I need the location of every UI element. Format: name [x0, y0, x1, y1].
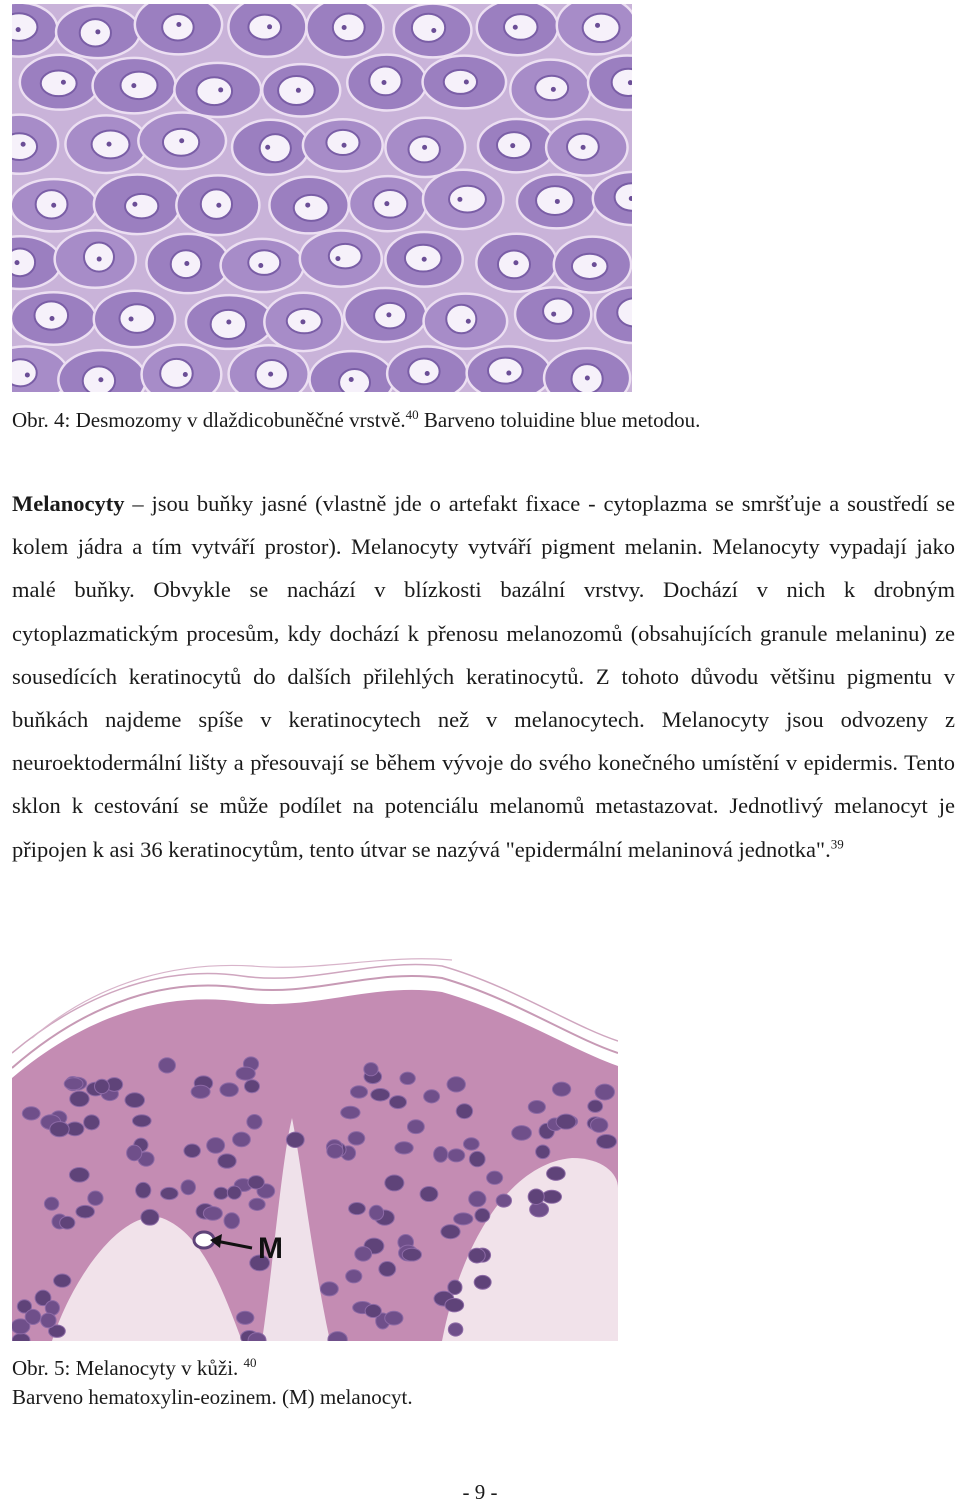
nucleolus — [513, 25, 518, 30]
cell-nucleus — [12, 133, 37, 160]
cell-nucleus — [201, 189, 232, 219]
nucleolus — [132, 202, 137, 207]
keratinocyte-nucleus — [227, 1186, 241, 1199]
nucleolus — [425, 371, 430, 376]
figure-4-caption — [12, 407, 700, 433]
keratinocyte-nucleus — [203, 1207, 222, 1221]
nucleolus — [386, 312, 391, 317]
nucleolus — [382, 80, 387, 85]
cell-nucleus — [504, 14, 538, 40]
keratinocyte-nucleus — [181, 1180, 196, 1195]
keratinocyte-nucleus — [369, 1205, 383, 1220]
keratinocyte-nucleus — [456, 1104, 472, 1119]
nucleolus — [226, 319, 231, 324]
keratinocyte-nucleus — [420, 1186, 438, 1201]
keratinocyte-nucleus — [214, 1187, 228, 1199]
keratinocyte-nucleus — [84, 1115, 100, 1130]
keratinocyte-nucleus — [547, 1167, 566, 1181]
keratinocyte-nucleus — [448, 1323, 462, 1336]
keratinocyte-nucleus — [220, 1083, 238, 1097]
figure-5-caption-text: Obr. 5: Melanocyty v kůži. — [12, 1356, 244, 1380]
keratinocyte-nucleus — [218, 1154, 236, 1168]
keratinocyte-nucleus — [588, 1100, 603, 1112]
keratinocyte-nucleus — [364, 1063, 378, 1076]
nucleolus — [267, 24, 272, 29]
figure-4-caption-text: Obr. 4: Desmozomy v dlaždicobuněčné vrstvě. — [12, 408, 406, 432]
nucleolus — [15, 260, 20, 265]
keratinocyte-nucleus — [236, 1311, 253, 1324]
keratinocyte-nucleus — [248, 1176, 264, 1189]
keratinocyte-nucleus — [95, 1079, 110, 1093]
cell-nucleus — [583, 14, 620, 42]
keratinocyte-nucleus — [528, 1189, 544, 1204]
cell-nucleus — [543, 298, 573, 323]
cell-nucleus — [408, 359, 439, 385]
cell-nucleus — [488, 358, 523, 384]
keratinocyte-nucleus — [400, 1072, 415, 1084]
keratinocyte-nucleus — [496, 1194, 511, 1207]
nucleolus — [131, 83, 136, 88]
nucleolus — [551, 87, 556, 92]
nucleolus — [16, 27, 21, 32]
nucleolus — [592, 262, 597, 267]
keratinocyte-nucleus — [355, 1247, 372, 1261]
keratinocyte-nucleus — [125, 1093, 145, 1108]
keratinocyte-nucleus — [402, 1248, 421, 1261]
keratinocyte-nucleus — [469, 1151, 485, 1166]
keratinocyte-nucleus — [244, 1080, 259, 1093]
keratinocyte-nucleus — [327, 1144, 343, 1158]
cell-nucleus — [160, 359, 193, 388]
keratinocyte-nucleus — [44, 1197, 58, 1210]
keratinocyte-nucleus — [528, 1100, 545, 1113]
nucleolus — [51, 203, 56, 208]
keratinocyte-nucleus — [64, 1078, 83, 1090]
keratinocyte-nucleus — [191, 1085, 210, 1098]
nucleolus — [21, 142, 26, 147]
cell-nucleus — [12, 13, 37, 41]
keratinocyte-nucleus — [542, 1190, 561, 1203]
figure-5-citation: 40 — [243, 1355, 257, 1370]
keratinocyte-nucleus — [286, 1132, 304, 1147]
nucleolus — [176, 22, 181, 27]
keratinocyte-nucleus — [512, 1126, 532, 1141]
keratinocyte-nucleus — [556, 1114, 576, 1129]
nucleolus — [107, 142, 112, 147]
keratinocyte-nucleus — [447, 1077, 465, 1092]
nucleolus — [98, 377, 103, 382]
keratinocyte-nucleus — [184, 1144, 201, 1158]
nucleolus — [335, 256, 340, 261]
nucleolus — [581, 145, 586, 150]
keratinocyte-nucleus — [552, 1082, 570, 1096]
cell-nucleus — [536, 186, 574, 215]
paragraph-body: – jsou buňky jasné (vlastně jde o artefakt fixace - cytoplazma se smršťuje a soustředí se kolem jádra a tím vytváří prostor). Melanocyty vytváří pigment melanin. Melanocyty vypadají jako malé buňky. Obvykle se nachází v blízkosti bazální vrstvy. Dochází v nich k drobným cytoplazmatickým procesům, kdy dochází k přenosu melanozomů (obsahujících granule melaninu) ze sousedících keratinocytů do dalších přilehlých keratinocytů. Z tohoto důvodu většinu pigmentu v buňkách najdeme spíše v keratinocytech než v melanocytech. Melanocyty jsou odvozeny z neuroektodermální lišty a přesouvají se během vývoje do svého konečného umístění v epidermis. Tento sklon k cestování se může podílet na potenciálu melanomů metastazovat. Jednotlivý melanocyt je připojen k asi 36 keratinocytům, tento útvar se nazývá "epidermální melaninová jednotka". — [12, 491, 955, 862]
keratinocyte-nucleus — [60, 1216, 75, 1229]
keratinocyte-nucleus — [207, 1138, 225, 1154]
page-number: - 9 - — [462, 1480, 498, 1504]
nucleolus — [342, 25, 347, 30]
melanocyty-paragraph — [12, 482, 955, 871]
cell-nucleus — [412, 14, 445, 42]
keratinocyte-nucleus — [395, 1142, 413, 1154]
keratinocyte-nucleus — [249, 1198, 265, 1210]
keratinocyte-nucleus — [141, 1209, 159, 1225]
melanocyte-label: M — [258, 1232, 283, 1265]
nucleolus — [61, 80, 66, 85]
keratinocyte-nucleus — [591, 1118, 608, 1132]
nucleolus — [422, 257, 427, 262]
nucleolus — [268, 372, 273, 377]
nucleolus — [300, 319, 305, 324]
keratinocyte-nucleus — [407, 1120, 424, 1134]
cell-nucleus — [444, 70, 477, 94]
cell-nucleus — [260, 134, 291, 162]
keratinocyte-nucleus — [70, 1091, 89, 1107]
nucleolus — [464, 80, 469, 85]
keratinocyte-nucleus — [320, 1282, 338, 1296]
cell-nucleus — [333, 14, 365, 42]
keratinocyte-nucleus — [233, 1132, 251, 1147]
keratinocyte-nucleus — [132, 1115, 151, 1127]
cell-nucleus — [572, 254, 608, 279]
paragraph-citation: 39 — [830, 836, 844, 852]
keratinocyte-nucleus — [536, 1145, 550, 1159]
keratinocyte-nucleus — [136, 1182, 151, 1198]
keratinocyte-nucleus — [76, 1205, 95, 1218]
nucleolus — [25, 373, 30, 378]
nucleolus — [183, 372, 188, 377]
figure-melanocytes-image — [12, 958, 618, 1341]
keratinocyte-nucleus — [454, 1213, 473, 1225]
nucleolus — [95, 29, 100, 34]
keratinocyte-nucleus — [365, 1304, 381, 1317]
cell-nucleus — [326, 130, 359, 155]
cell-nucleus — [34, 301, 68, 329]
keratinocyte-nucleus — [346, 1270, 362, 1283]
keratinocyte-nucleus — [236, 1067, 255, 1080]
figure-4-citation: 40 — [405, 407, 419, 422]
keratinocyte-nucleus — [389, 1096, 406, 1109]
keratinocyte-nucleus — [385, 1175, 404, 1191]
figure-5-caption-line-1 — [12, 1355, 257, 1381]
keratinocyte-nucleus — [349, 1203, 366, 1215]
keratinocyte-nucleus — [54, 1274, 71, 1287]
nucleolus — [595, 23, 600, 28]
keratinocyte-nucleus — [445, 1298, 464, 1311]
paragraph-term: Melanocyty — [12, 491, 125, 516]
keratinocyte-nucleus — [41, 1313, 56, 1328]
keratinocyte-nucleus — [247, 1114, 262, 1129]
keratinocyte-nucleus — [88, 1191, 103, 1205]
nucleolus — [184, 261, 189, 266]
cell-nucleus — [446, 305, 476, 333]
keratinocyte-nucleus — [159, 1058, 176, 1073]
nucleolus — [265, 145, 270, 150]
nucleolus — [129, 316, 134, 321]
micrograph-he — [12, 958, 618, 1341]
cell-nucleus — [373, 190, 407, 218]
keratinocyte-nucleus — [50, 1122, 69, 1137]
cell-nucleus — [339, 369, 370, 392]
figure-4-caption-staining: Barveno toluidine blue metodou. — [418, 408, 701, 432]
nucleolus — [506, 371, 511, 376]
nucleolus — [457, 197, 462, 202]
keratinocyte-nucleus — [597, 1134, 617, 1148]
cell-nucleus — [121, 72, 158, 100]
cell-nucleus — [197, 77, 233, 105]
cell-nucleus — [80, 19, 111, 46]
keratinocyte-nucleus — [441, 1225, 460, 1239]
keratinocyte-nucleus — [69, 1167, 89, 1182]
nucleolus — [466, 319, 471, 324]
nucleolus — [349, 377, 354, 382]
keratinocyte-nucleus — [379, 1262, 396, 1277]
nucleolus — [342, 143, 347, 148]
figure-5-caption-line-2: Barveno hematoxylin-eozinem. (M) melanocyt. — [12, 1385, 413, 1409]
cell-nucleus — [248, 250, 280, 275]
keratinocyte-nucleus — [595, 1084, 614, 1100]
figure-desmosomes-image — [12, 4, 632, 392]
cell-nucleus — [498, 251, 530, 279]
nucleolus — [179, 138, 184, 143]
cell-nucleus — [294, 195, 329, 221]
micrograph-toluidine — [12, 4, 632, 392]
nucleolus — [513, 260, 518, 265]
keratinocyte-nucleus — [127, 1145, 142, 1161]
cell-nucleus — [329, 244, 362, 268]
nucleolus — [97, 257, 102, 262]
keratinocyte-nucleus — [434, 1146, 448, 1162]
nucleolus — [384, 201, 389, 206]
nucleolus — [510, 143, 515, 148]
keratinocyte-nucleus — [424, 1090, 440, 1103]
keratinocyte-nucleus — [25, 1309, 41, 1324]
keratinocyte-nucleus — [475, 1208, 490, 1222]
keratinocyte-nucleus — [385, 1311, 403, 1325]
keratinocyte-nucleus — [371, 1088, 390, 1101]
nucleolus — [422, 145, 427, 150]
keratinocyte-nucleus — [160, 1187, 178, 1199]
keratinocyte-nucleus — [463, 1138, 479, 1150]
keratinocyte-nucleus — [341, 1106, 360, 1119]
nucleolus — [305, 203, 310, 208]
cell-nucleus — [449, 186, 486, 213]
nucleolus — [431, 28, 436, 33]
nucleolus — [258, 263, 263, 268]
cell-nucleus — [248, 15, 281, 40]
keratinocyte-nucleus — [469, 1248, 486, 1263]
nucleolus — [551, 312, 556, 317]
cell-nucleus — [125, 194, 158, 219]
nucleolus — [50, 316, 55, 321]
keratinocyte-nucleus — [487, 1171, 503, 1184]
nucleolus — [585, 376, 590, 381]
keratinocyte-nucleus — [469, 1191, 486, 1207]
keratinocyte-nucleus — [448, 1149, 465, 1162]
keratinocyte-nucleus — [350, 1086, 367, 1098]
keratinocyte-nucleus — [474, 1275, 491, 1289]
keratinocyte-nucleus — [22, 1107, 40, 1120]
cell-nucleus — [119, 304, 155, 333]
nucleolus — [216, 203, 221, 208]
keratinocyte-nucleus — [348, 1132, 365, 1145]
keratinocyte-nucleus — [448, 1280, 462, 1294]
cell-nucleus — [12, 359, 37, 386]
nucleolus — [555, 199, 560, 204]
nucleolus — [218, 87, 223, 92]
cell-nucleus — [41, 71, 77, 97]
keratinocyte-nucleus — [224, 1213, 240, 1229]
cell-nucleus — [162, 14, 194, 41]
nucleolus — [296, 88, 301, 93]
